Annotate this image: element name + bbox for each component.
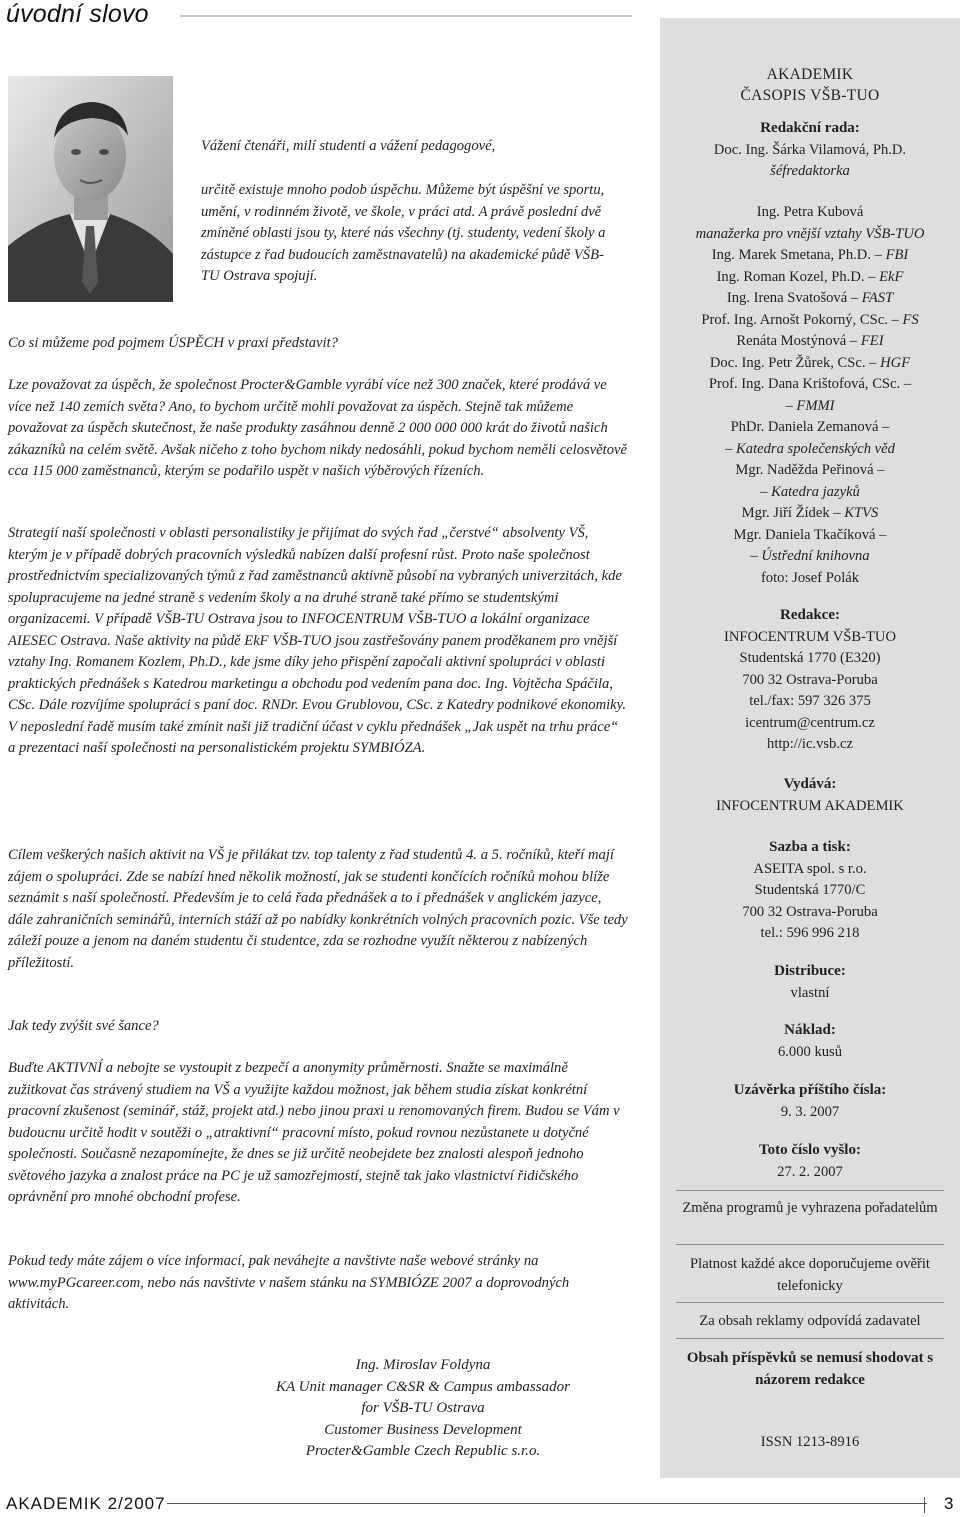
board-member: Mgr. Naděžda Peřinová –: [735, 462, 885, 478]
office-email: icentrum@centrum.cz: [745, 714, 875, 731]
salutation: Vážení čtenáři, milí studenti a vážení pedagogové,: [201, 138, 496, 154]
printer-phone: tel.: 596 996 218: [760, 925, 860, 941]
footer-issue: AKADEMIK 2/2007: [6, 1494, 166, 1513]
board-role: – FMMI: [785, 397, 835, 414]
board-role: – Katedra společenských věd: [725, 440, 895, 457]
deadline-block: [660, 1080, 960, 1123]
publisher-name: INFOCENTRUM AKADEMIK: [716, 797, 904, 814]
editorial-office: [660, 605, 960, 756]
office-address: Studentská 1770 (E320): [739, 650, 881, 666]
office-name: INFOCENTRUM VŠB-TUO: [723, 628, 897, 645]
question-heading: Jak tedy zvýšit své šance?: [8, 1018, 159, 1034]
masthead-title-line: AKADEMIK: [766, 66, 854, 83]
question-heading: Co si můžeme pod pojmem ÚSPĚCH v praxi představit?: [8, 335, 338, 351]
masthead-title-line: ČASOPIS VŠB-TUO: [740, 87, 880, 104]
section-title: úvodní slovo: [6, 0, 149, 28]
notice: Změna programů je vyhrazena pořadatelům: [682, 1200, 938, 1216]
distribution-value: vlastní: [790, 984, 830, 1001]
author-signature: [228, 1355, 618, 1463]
print-run-heading: Náklad:: [784, 1022, 836, 1038]
board-members: [660, 202, 960, 589]
sidebar-divider: [676, 1302, 944, 1303]
sidebar-divider: [676, 1338, 944, 1339]
signature-line: KA Unit manager C&SR & Campus ambassador: [276, 1378, 570, 1395]
header-rule: [180, 15, 632, 17]
notice: Platnost každé akce doporučujeme ověřit telefonicky: [690, 1256, 930, 1294]
signature-line: Customer Business Development: [324, 1421, 522, 1438]
release-block: [660, 1140, 960, 1183]
paragraph: Buďte AKTIVNÍ a nebojte se vystoupit z bezpečí a anonymity průměrnosti. Snažte se maximálně zužitkovat čas strávený studiem na VŠ a využijte každou možnost, jak během studia získat konkrétní pracovní zkušenost (seminář, stáž, projekt atd.) nebo jinou praxi u renomovaných firem. Budou se Vám v budoucnu určitě hodit v soutěži o „atraktivní“ pracovní místo, pokud rovnou nezůstanete u dotyčné společnosti. Současně nezapomínejte, že dnes se již určitě neobejdete bez znalosti alespoň jednoho světového jazyka a znalost práce na PC je už samozřejmostí, stejně tak jako vlastnictví řidičského oprávnění pro mnohé obchodní profese.: [8, 1060, 620, 1205]
signature-line: Ing. Miroslav Foldyna: [355, 1357, 491, 1373]
publisher-heading: Vydává:: [783, 776, 837, 792]
signature-line: Procter&Gamble Czech Republic s.r.o.: [305, 1443, 541, 1459]
notice: Obsah příspěvků se nemusí shodovat s názorem redakce: [686, 1350, 934, 1388]
issn: ISSN 1213-8916: [760, 1434, 860, 1450]
author-photo: [8, 76, 173, 302]
magazine-title: [660, 64, 960, 106]
signature-line: for VŠB-TU Ostrava: [361, 1400, 485, 1416]
print-run-value: 6.000 kusů: [777, 1043, 843, 1060]
board-role: – Katedra jazyků: [760, 483, 860, 500]
printer-address: 700 32 Ostrava-Poruba: [742, 903, 878, 920]
notice: Za obsah reklamy odpovídá zadavatel: [699, 1313, 921, 1329]
distribution-block: [660, 961, 960, 1004]
print-run-block: [660, 1020, 960, 1063]
author-portrait-image: [8, 76, 173, 302]
board-member: Ing. Roman Kozel, Ph.D. – EkF: [716, 268, 904, 285]
board-member: Prof. Ing. Dana Krištofová, CSc. –: [708, 376, 912, 392]
paragraph: Strategií naší společnosti v oblasti personalistiky je přijímat do svých řad „čerstvé“ absolventy VŠ, kterým je v případě dobrých pracovních výsledků nabízen další profesní růst. Proto naše společnost prostřednictvím specializovaných týmů z řad zaměstnanců aktivně působí na vybraných univerzitách, kde spolupracujeme na jedné straně s vedením školy a na druhé straně také přímo se studentskými organizacemi. V případě VŠB-TU Ostrava jsou to INFOCENTRUM VŠB-TUO a lokální organizace AIESEC Ostrava. Naše aktivity na půdě EkF VŠB-TUO jsou zastřešovány panem proděkanem pro vnější vztahy Ing. Romanem Kozlem, Ph.D., kde jsme díky jeho přispění započali aktivní spolupráci v oblasti praktických přednášek s Katedrou marketingu a obchodu pod vedením pana doc. Ing. Vojtěcha Spáčila, CSc. Dále rozvíjíme spolupráci s paní doc. RNDr. Evou Grublovou, CSc. z Katedry podnikové ekonomiky. V neposlední řadě musím také zmínit naši již tradiční účast v cyklu přednášek „Jak uspět na trhu práce“ a prezentaci naší společnosti na personalistickém projektu SYMBIÓZA.: [8, 525, 626, 756]
footer-tick: [924, 1497, 925, 1513]
footer-rule: [167, 1503, 927, 1504]
paragraph: Pokud tedy máte zájem o více informací, pak neváhejte a navštivte naše webové stránky na www.myPGcareer.com, nebo nás navštivte v našem stánku na SYMBIÓZE 2007 a doprovodných aktivitách.: [8, 1253, 570, 1312]
intro-paragraph: určitě existuje mnoho podob úspěchu. Můžeme být úspěšní ve sportu, umění, v rodinném životě, ve škole, v práci atd. A právě poslední dvě zmíněné oblasti jsou ty, které nás všechny (tj. studenty, vedení školy a zástupce z řad budoucích zaměstnavatelů) na akademické půdě VŠB-TU Ostrava spojují.: [201, 182, 606, 284]
board-member: Prof. Ing. Arnošt Pokorný, CSc. – FS: [701, 311, 919, 328]
paragraph: Lze považovat za úspěch, že společnost Procter&Gamble vyrábí více než 300 značek, které prodává ve více než 140 zemích světa? Ano, to bychom určitě mohli považovat za úspěch. Stejně tak můžeme považovat za úspěch skutečnost, že naše produkty zasáhnou denně 2 000 000 000 krát do životů našich zákazníků na celém světě. Avšak ničeho z toho bychom nikdy nedosáhli, pokud bychom neměli celosvětově cca 115 000 zaměstnanců, kterým se podařilo uspět v našich výběrových řízeních.: [8, 377, 627, 479]
publisher-block: [660, 774, 960, 817]
office-address: 700 32 Ostrava-Poruba: [742, 671, 878, 688]
deadline-heading: Uzávěrka příštího čísla:: [733, 1082, 887, 1098]
board-member: Ing. Marek Smetana, Ph.D. – FBI: [711, 247, 909, 263]
office-website: http://ic.vsb.cz: [767, 736, 853, 752]
release-value: 27. 2. 2007: [777, 1163, 843, 1180]
page-number: 3: [944, 1494, 954, 1513]
deadline-value: 9. 3. 2007: [780, 1103, 840, 1120]
board-member: PhDr. Daniela Zemanová –: [730, 419, 890, 435]
board-role: šéfredaktorka: [770, 163, 850, 179]
office-phone: tel./fax: 597 326 375: [749, 693, 871, 709]
board-member: Mgr. Jiří Žídek – KTVS: [741, 505, 879, 521]
board-member: Ing. Irena Svatošová – FAST: [726, 290, 894, 306]
photo-credit: foto: Josef Polák: [760, 569, 860, 586]
editorial-board: [660, 118, 960, 183]
release-heading: Toto číslo vyšlo:: [759, 1142, 861, 1158]
printing-block: [660, 837, 960, 945]
board-member: Ing. Petra Kubová: [756, 204, 864, 220]
printer-name: ASEITA spol. s r.o.: [753, 860, 867, 877]
printer-address: Studentská 1770/C: [754, 882, 866, 898]
board-heading: Redakční rada:: [760, 120, 860, 136]
board-role: manažerka pro vnější vztahy VŠB-TUO: [695, 225, 925, 242]
printing-heading: Sazba a tisk:: [769, 839, 851, 855]
board-member: Doc. Ing. Petr Žůrek, CSc. – HGF: [709, 354, 911, 371]
office-heading: Redakce:: [780, 607, 840, 623]
board-role: – Ústřední knihovna: [750, 548, 870, 564]
sidebar-divider: [676, 1190, 944, 1191]
distribution-heading: Distribuce:: [774, 963, 846, 979]
board-member: Renáta Mostýnová – FEI: [736, 333, 884, 349]
paragraph: Cílem veškerých našich aktivit na VŠ je přilákat tzv. top talenty z řad studentů 4. a 5. ročníků, kteří mají zájem o spolupráci. Zde se nabízí hned několik možností, jak se studenti končících ročníků mohou blíže seznámit s naší společností. Především je to celá řada přednášek a to i přednášek v anglickém jazyce, dále zahraničních seminářů, interních stáží až po nabídky konkrétních volných pracovních pozic. Vše tedy záleží pouze a jenom na daném studentu či studentce, zda se rozhodne využít některou z nabízených příležitostí.: [8, 847, 628, 971]
board-member: Doc. Ing. Šárka Vilamová, Ph.D.: [713, 141, 907, 158]
board-member: Mgr. Daniela Tkačíková –: [733, 526, 887, 543]
sidebar-divider: [676, 1244, 944, 1245]
